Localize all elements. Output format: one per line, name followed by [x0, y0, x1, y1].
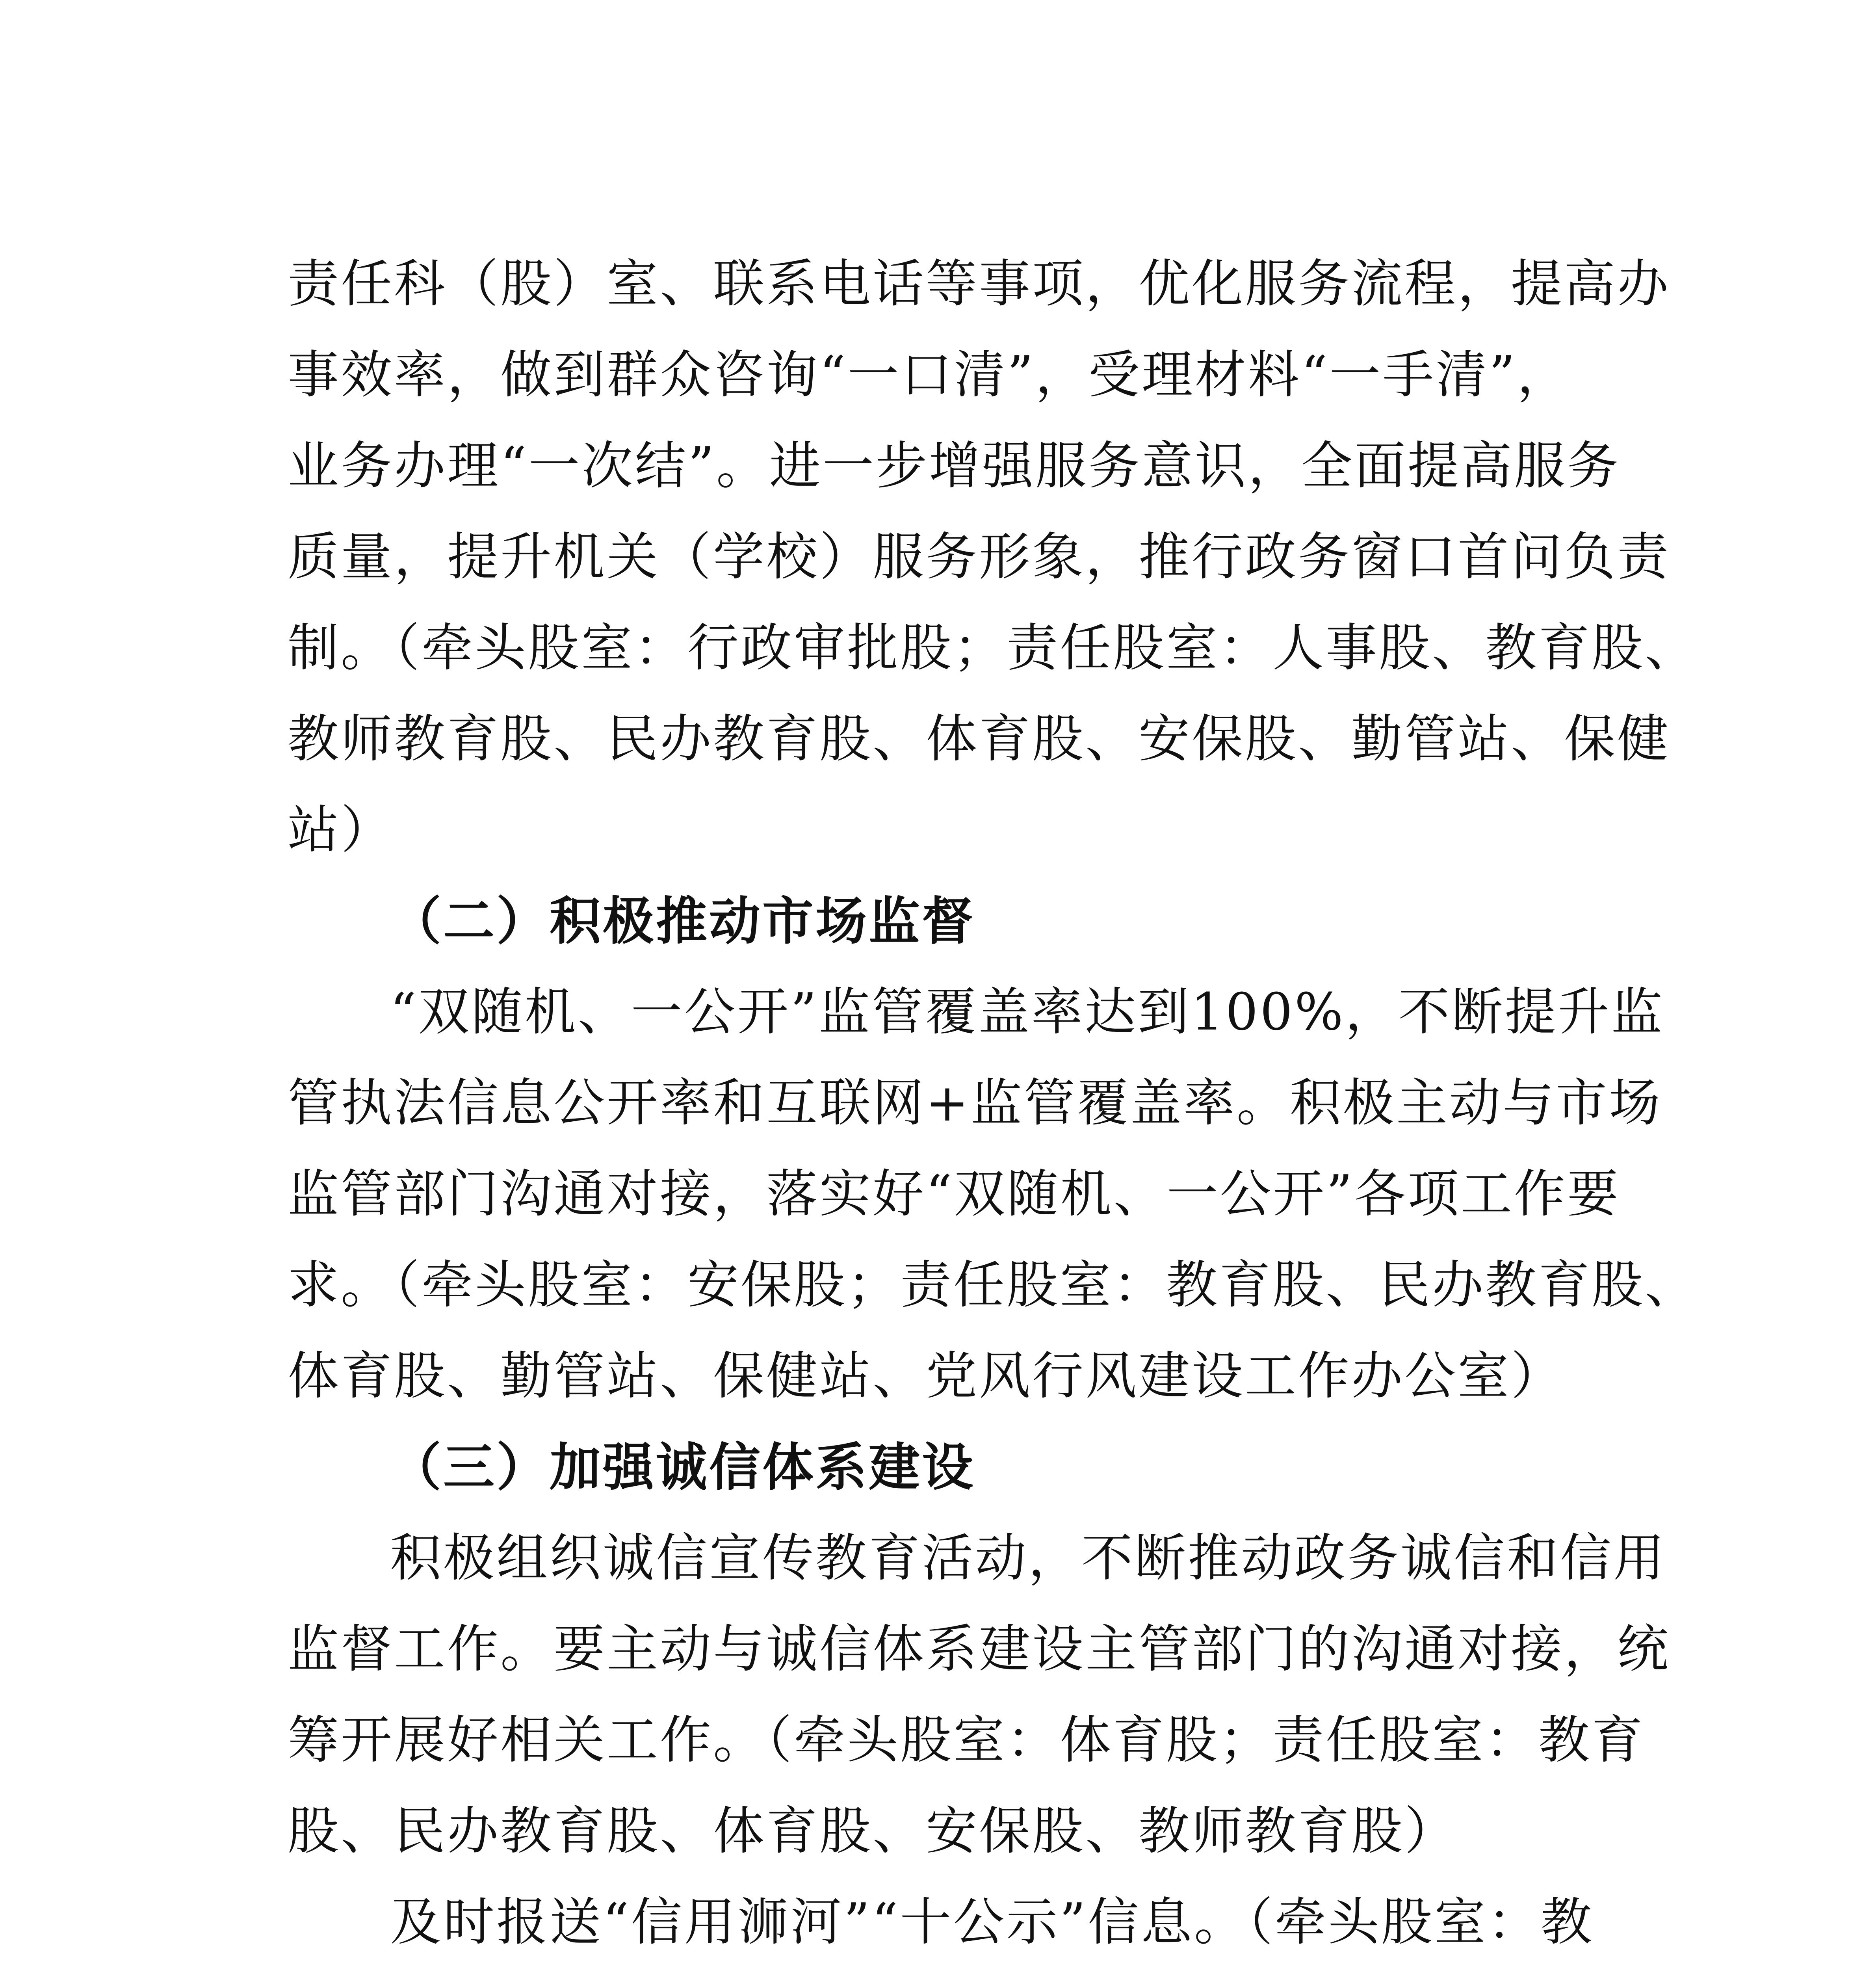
body-line: 筹开展好相关工作。（牵头股室：体育股；责任股室：教育	[288, 1710, 1645, 1770]
body-line: 监督工作。要主动与诚信体系建设主管部门的沟通对接，统	[288, 1619, 1671, 1679]
body-line: 事效率，做到群众咨询“一口清”，受理材料“一手清”，	[288, 345, 1570, 405]
body-line: 体育股、勤管站、保健站、党风行风建设工作办公室）	[288, 1346, 1564, 1406]
paragraph-first-line: 积极组织诚信宣传教育活动，不断推动政务诚信和信用	[390, 1528, 1667, 1588]
paragraph-first-line: 及时报送“信用浉河”“十公示”信息。（牵头股室：教	[390, 1892, 1594, 1952]
body-line: 股、民办教育股、体育股、安保股、教师教育股）	[288, 1801, 1458, 1861]
body-line: 责任科（股）室、联系电话等事项，优化服务流程，提高办	[288, 254, 1671, 314]
body-line: 站）	[288, 800, 394, 860]
body-line: 管执法信息公开率和互联网+监管覆盖率。积极主动与市场	[288, 1073, 1662, 1133]
body-line: 求。（牵头股室：安保股；责任股室：教育股、民办教育股、	[288, 1255, 1698, 1315]
body-line: 制。（牵头股室：行政审批股；责任股室：人事股、教育股、	[288, 618, 1698, 678]
section-heading-3: （三）加强诚信体系建设	[390, 1437, 975, 1497]
body-line	[288, 1968, 1588, 1970]
body-line: 质量，提升机关（学校）服务形象，推行政务窗口首问负责	[288, 527, 1671, 587]
body-line: 监管部门沟通对接，落实好“双随机、一公开”各项工作要	[288, 1164, 1620, 1224]
body-line: 业务办理“一次结”。进一步增强服务意识，全面提高服务	[288, 436, 1620, 496]
body-line: 教师教育股、民办教育股、体育股、安保股、勤管站、保健	[288, 709, 1671, 769]
section-heading-2: （二）积极推动市场监督	[390, 891, 975, 951]
paragraph-first-line: “双随机、一公开”监管覆盖率达到100%，不断提升监	[390, 982, 1664, 1042]
document-body	[288, 238, 1698, 1970]
